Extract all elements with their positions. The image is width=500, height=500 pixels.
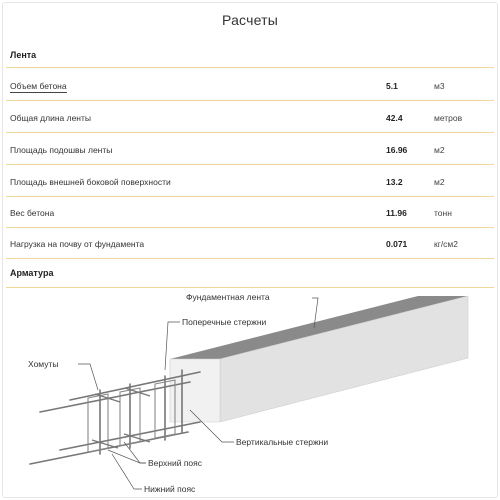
label-vertical-bars: Вертикальные стержни	[236, 437, 329, 447]
page-title: Расчеты	[222, 12, 278, 28]
label-foundation-tape: Фундаментная лента	[186, 292, 270, 302]
row-unit: метров	[434, 113, 463, 123]
row-unit: тонн	[434, 208, 452, 218]
result-row	[0, 234, 500, 254]
row-unit: м3	[434, 81, 445, 91]
row-label: Вес бетона	[10, 208, 55, 218]
result-row	[0, 108, 500, 128]
result-row	[0, 76, 500, 96]
row-divider	[6, 100, 494, 101]
section-title-tape: Лента	[10, 50, 37, 60]
row-unit: кг/см2	[434, 239, 459, 249]
foundation-beam	[170, 296, 468, 422]
row-unit: м2	[434, 177, 445, 187]
result-row	[0, 203, 500, 223]
row-unit: м2	[434, 145, 445, 155]
label-lower-belt: Нижний пояс	[144, 484, 196, 494]
row-divider	[6, 132, 494, 133]
callout-line	[78, 364, 98, 390]
row-label: Площадь внешней боковой поверхности	[10, 177, 171, 187]
row-label: Площадь подошвы ленты	[10, 145, 113, 155]
label-stirrups: Хомуты	[28, 359, 59, 369]
row-value: 11.96	[386, 208, 407, 218]
result-row	[0, 172, 500, 192]
label-transverse-bars: Поперечные стержни	[182, 317, 267, 327]
row-label[interactable]: Объем бетона	[10, 81, 67, 91]
row-divider	[6, 164, 494, 165]
row-label: Нагрузка на почву от фундамента	[10, 239, 145, 249]
section-divider	[6, 67, 494, 68]
row-label: Общая длина ленты	[10, 113, 91, 123]
result-row	[0, 140, 500, 160]
label-upper-belt: Верхний пояс	[148, 458, 203, 468]
beam-front-face	[170, 359, 220, 422]
row-divider	[6, 196, 494, 197]
section-title-rebar: Арматура	[10, 268, 54, 278]
callout-line	[124, 442, 146, 463]
row-value: 13.2	[386, 177, 403, 187]
row-divider	[6, 258, 494, 259]
row-value: 42.4	[386, 113, 403, 123]
upper-bar	[40, 382, 190, 412]
row-value: 5.1	[386, 81, 398, 91]
row-value: 0.071	[386, 239, 408, 249]
row-divider	[6, 227, 494, 228]
row-value: 16.96	[386, 145, 408, 155]
rebar-diagram	[0, 282, 500, 494]
